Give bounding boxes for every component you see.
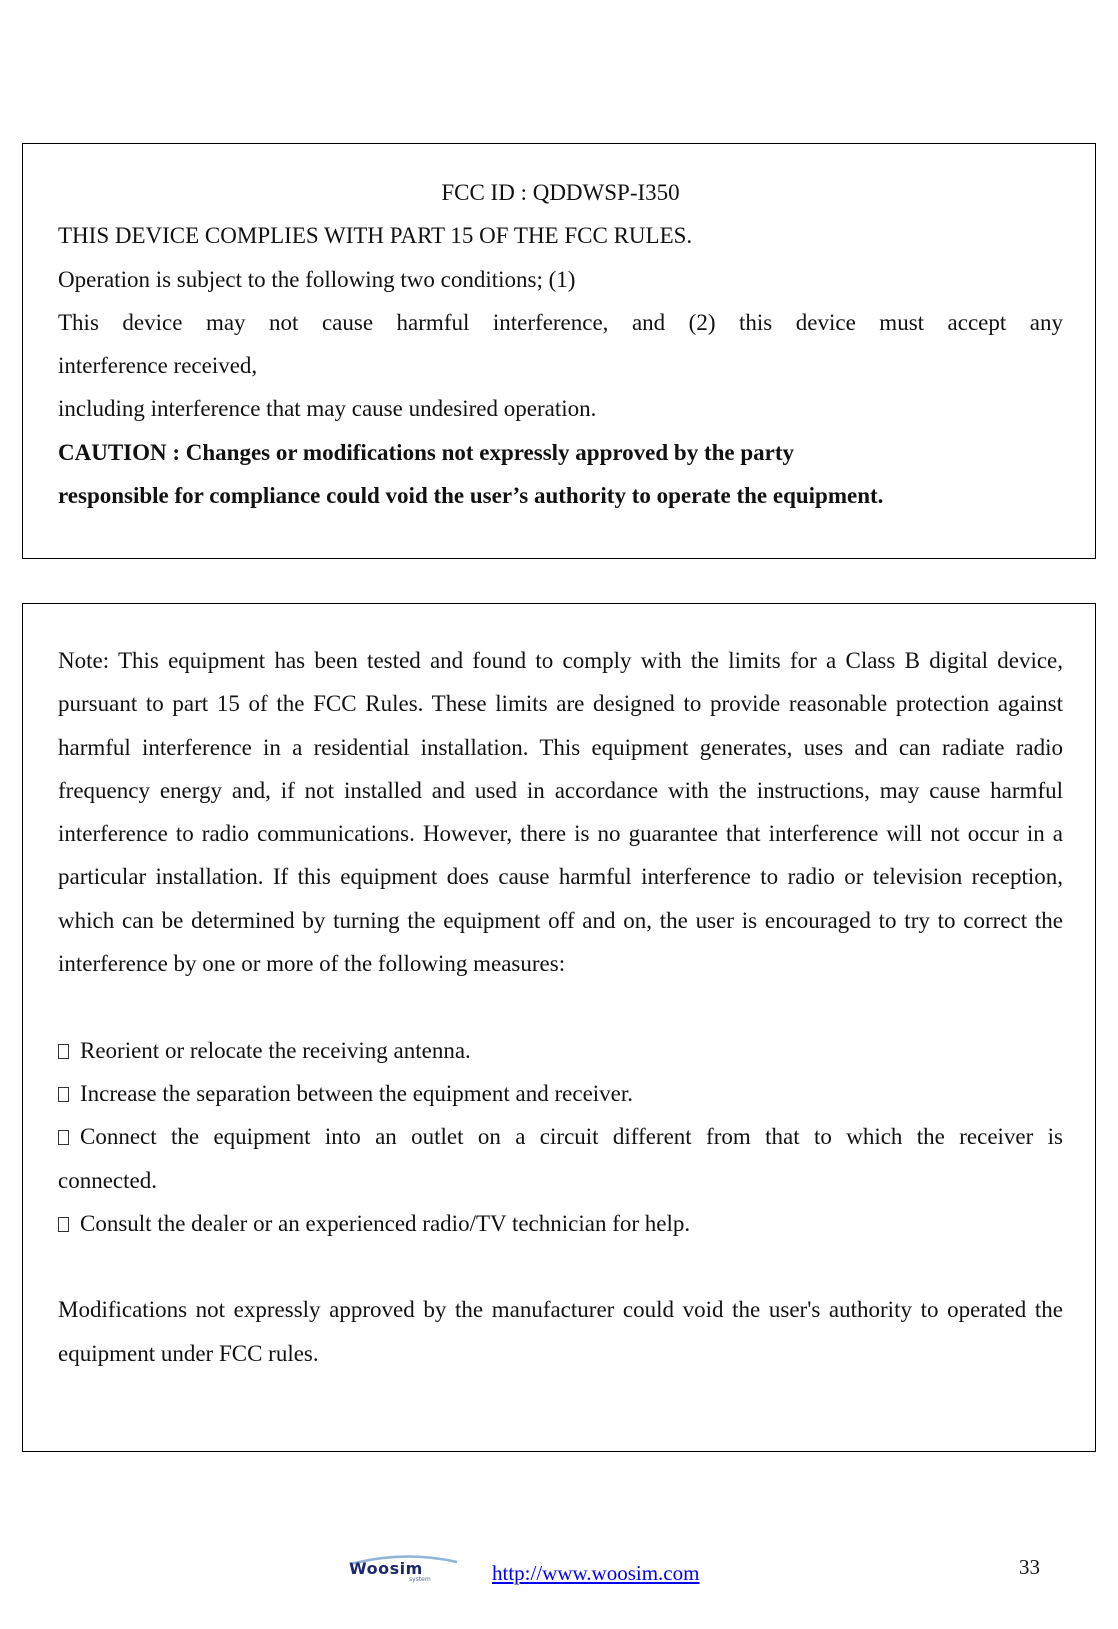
measure-item bbox=[58, 1202, 1063, 1245]
conditions-line-3: including interference that may cause undesired operation. bbox=[58, 396, 597, 422]
fcc-note-content bbox=[58, 639, 1063, 1375]
fcc-compliance-content bbox=[58, 171, 1063, 517]
measure-item bbox=[58, 1072, 1063, 1115]
fcc-id: FCC ID : QDDWSP-I350 bbox=[441, 180, 680, 205]
measure-text: Increase the separation between the equipment and receiver. bbox=[80, 1080, 634, 1106]
website-link[interactable]: http://www.woosim.com bbox=[492, 1561, 700, 1585]
woosim-logo-icon bbox=[345, 1552, 471, 1584]
bullet-icon bbox=[58, 1130, 69, 1145]
fcc-note-box bbox=[22, 603, 1096, 1452]
spacer bbox=[58, 1245, 1063, 1288]
woosim-logo bbox=[345, 1552, 471, 1584]
svg-text:system: system bbox=[409, 1576, 431, 1583]
spacer bbox=[58, 985, 1063, 1028]
closing-paragraph: Modifications not expressly approved by the manufacturer could void the user's authority to operated the equipment under FCC rules. bbox=[58, 1297, 1063, 1366]
measure-item bbox=[58, 1115, 1063, 1158]
note-paragraph: Note: This equipment has been tested and found to comply with the limits for a Class B digital device, pursuant to part 15 of the FCC Rules. These limits are designed to provide reasonable protection against harmful interference in a residential installation. This equipment generates, uses and can radiate radio frequency energy and, if not installed and used in accordance with the instructions, may cause harmful interference to radio communications. However, there is no guarantee that interference will not occur in a particular installation. If this equipment does cause harmful interference to radio or television reception, which can be determined by turning the equipment off and on, the user is encouraged to try to correct the interference by one or more of the following measures: bbox=[58, 648, 1063, 977]
fcc-compliance-box bbox=[22, 143, 1096, 559]
measure-continuation: connected. bbox=[58, 1167, 157, 1193]
bullet-icon bbox=[58, 1044, 69, 1059]
caution-line-2: responsible for compliance could void the user’s authority to operate the equipment. bbox=[58, 483, 884, 509]
page-number: 33 bbox=[1019, 1555, 1040, 1579]
conditions-line-2: interference received, bbox=[58, 353, 258, 379]
measure-text: Reorient or relocate the receiving antenna. bbox=[80, 1037, 471, 1063]
measure-item bbox=[58, 1029, 1063, 1072]
bullet-icon bbox=[58, 1087, 69, 1102]
caution-line-1: CAUTION : Changes or modifications not expressly approved by the party bbox=[58, 439, 795, 465]
bullet-icon bbox=[58, 1217, 69, 1232]
measure-text: Connect the equipment into an outlet on a circuit different from that to which the receiver is bbox=[80, 1124, 1063, 1150]
conditions-line-1: This device may not cause harmful interference, and (2) this device must accept any bbox=[58, 309, 1063, 335]
svg-text:Woosim: Woosim bbox=[349, 1559, 423, 1578]
compliance-heading: THIS DEVICE COMPLIES WITH PART 15 OF THE FCC RULES. bbox=[58, 223, 693, 249]
measure-text: Consult the dealer or an experienced radio/TV technician for help. bbox=[80, 1210, 691, 1236]
conditions-intro: Operation is subject to the following two conditions; (1) bbox=[58, 266, 576, 292]
